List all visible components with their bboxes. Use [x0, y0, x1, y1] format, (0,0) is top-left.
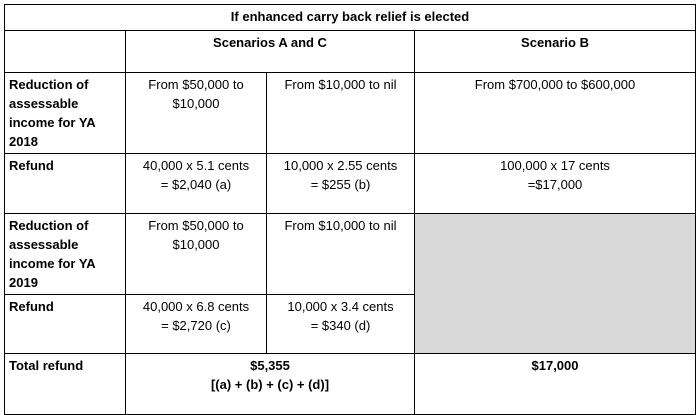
shaded-empty-cell: [415, 214, 696, 354]
row-label-ya2019-reduction: Reduction of assessable income for YA 2019: [5, 214, 126, 295]
refund-calc: 100,000 x 17 cents: [500, 158, 610, 173]
refund-amount: = $255 (b): [310, 177, 371, 192]
cell-ya2019-refund-a: [126, 295, 267, 354]
header-scenarios-ac: Scenarios A and C: [126, 31, 415, 73]
header-scenario-b: Scenario B: [415, 31, 696, 73]
refund-calc: 10,000 x 2.55 cents: [283, 158, 398, 173]
cell-ya2019-reduction-c: From $10,000 to nil: [267, 214, 415, 295]
total-formula: [(a) + (b) + (c) + (d)]: [210, 377, 330, 392]
refund-amount: = $2,720 (c): [161, 318, 231, 333]
table-title-row: [5, 5, 696, 31]
row-label-ya2018-refund: Refund: [5, 154, 126, 214]
refund-calc: 40,000 x 6.8 cents: [142, 299, 250, 314]
row-label-ya2018-reduction: Reduction of assessable income for YA 2018: [5, 73, 126, 154]
refund-amount: = $340 (d): [310, 318, 371, 333]
table-title: If enhanced carry back relief is elected: [5, 5, 696, 31]
table-row: [5, 214, 696, 295]
cell-ya2019-reduction-a: From $50,000 to $10,000: [126, 214, 267, 295]
refund-calc: 10,000 x 3.4 cents: [287, 299, 394, 314]
carry-back-relief-table: [4, 4, 696, 415]
table-row: [5, 73, 696, 154]
table-row: [5, 154, 696, 214]
cell-ya2018-refund-c: [267, 154, 415, 214]
cell-total-refund-ac: [126, 354, 415, 415]
header-empty-cell: [5, 31, 126, 73]
refund-amount: =$17,000: [527, 177, 583, 192]
cell-ya2018-refund-a: [126, 154, 267, 214]
cell-ya2019-refund-c: [267, 295, 415, 354]
row-label-ya2019-refund: Refund: [5, 295, 126, 354]
total-amount: $5,355: [250, 358, 290, 373]
refund-calc: 40,000 x 5.1 cents: [142, 158, 250, 173]
cell-ya2018-reduction-c: From $10,000 to nil: [267, 73, 415, 154]
cell-ya2018-reduction-b: From $700,000 to $600,000: [415, 73, 696, 154]
row-label-total-refund: Total refund: [5, 354, 126, 415]
cell-ya2018-refund-b: [415, 154, 696, 214]
refund-amount: = $2,040 (a): [160, 177, 232, 192]
cell-ya2018-reduction-a: From $50,000 to $10,000: [126, 73, 267, 154]
header-row: [5, 31, 696, 73]
cell-total-refund-b: $17,000: [415, 354, 696, 415]
table-row: [5, 354, 696, 415]
